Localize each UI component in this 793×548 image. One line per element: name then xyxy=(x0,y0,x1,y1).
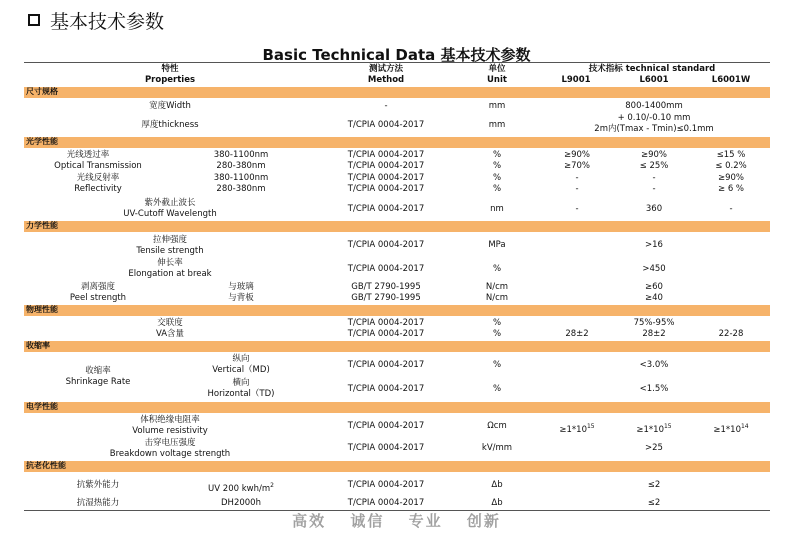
section-electrical xyxy=(24,402,770,413)
value-base: ≥1*10 xyxy=(713,424,741,435)
col-prop-en: Properties xyxy=(144,75,196,85)
row-transmit-l6001w-2: ≤ 0.2% xyxy=(715,161,747,171)
row-peel-sub2: 与背板 xyxy=(228,293,254,303)
row-volres-name-en: Volume resistivity xyxy=(132,426,208,436)
section-label: 尺寸规格 xyxy=(26,87,58,96)
row-uvage-name: 抗紫外能力 xyxy=(76,480,120,490)
row-transmit-l6001w-1: ≤15 % xyxy=(716,150,746,160)
row-transmit-name-en: Optical Transmission xyxy=(54,161,142,171)
row-reflect-name-cn: 光线反射率 xyxy=(76,173,120,183)
section-label: 收缩率 xyxy=(26,341,50,350)
row-breakdown-value: >25 xyxy=(645,443,663,453)
row-shrink-td-cn: 横向 xyxy=(232,378,250,388)
row-shrink-td-en: Horizontal（TD) xyxy=(207,389,275,399)
section-aging xyxy=(24,461,770,472)
row-transmit-l6001-1: ≥90% xyxy=(640,150,668,160)
row-peel-name-cn: 剥离强度 xyxy=(80,282,116,292)
row-peel-method2: GB/T 2790-1995 xyxy=(351,293,421,303)
row-width-name: 宽度Width xyxy=(149,101,191,111)
section-optical xyxy=(24,137,770,148)
row-tensile-name-cn: 拉伸强度 xyxy=(152,235,188,245)
row-thickness-method: T/CPIA 0004-2017 xyxy=(347,120,425,130)
col-model-l6001w: L6001W xyxy=(711,75,751,85)
row-transmit-range2: 280-380nm xyxy=(216,161,266,171)
row-elong-value: >450 xyxy=(642,264,666,274)
row-transmit-unit1: % xyxy=(492,150,502,160)
row-shrink-method1: T/CPIA 0004-2017 xyxy=(347,360,425,370)
row-tensile-name-en: Tensile strength xyxy=(136,246,204,256)
col-standard: 技术指标 technical standard xyxy=(588,64,716,74)
col-unit-cn: 单位 xyxy=(488,64,506,74)
row-thickness-value1: + 0.10/-0.10 mm xyxy=(617,113,691,123)
row-shrink-unit2: % xyxy=(492,384,502,394)
row-volres-unit: Ωcm xyxy=(487,421,507,431)
section-mechanical xyxy=(24,221,770,232)
section-physical xyxy=(24,305,770,316)
row-tensile-unit: MPa xyxy=(488,240,506,250)
row-volres-l9001 xyxy=(559,421,594,436)
row-tensile-value: >16 xyxy=(645,240,663,250)
section-label: 光学性能 xyxy=(26,137,58,146)
row-elong-method: T/CPIA 0004-2017 xyxy=(347,264,425,274)
footer-slogan: 高效 诚信 专业 创新 xyxy=(292,512,501,530)
row-transmit-unit2: % xyxy=(492,161,502,171)
section-label: 物理性能 xyxy=(26,305,58,314)
row-dh-cond: DH2000h xyxy=(221,498,261,508)
row-shrink-method2: T/CPIA 0004-2017 xyxy=(347,384,425,394)
section-label: 抗老化性能 xyxy=(26,461,66,470)
row-thickness-unit: mm xyxy=(488,120,506,130)
section-label: 力学性能 xyxy=(26,221,58,230)
value-base: ≥1*10 xyxy=(559,424,587,435)
col-method-cn: 测试方法 xyxy=(368,64,404,74)
row-elong-name-en: Elongation at break xyxy=(128,269,212,279)
value-exponent: 15 xyxy=(663,423,672,430)
row-volres-method: T/CPIA 0004-2017 xyxy=(347,421,425,431)
row-reflect-method2: T/CPIA 0004-2017 xyxy=(347,184,425,194)
row-shrink-name-en: Shrinkage Rate xyxy=(65,377,131,387)
row-reflect-range2: 280-380nm xyxy=(216,184,266,194)
row-crosslink-unit: % xyxy=(492,318,502,328)
row-uvage-value: ≤2 xyxy=(647,480,661,490)
row-volres-l6001 xyxy=(636,421,671,436)
row-breakdown-unit: kV/mm xyxy=(481,443,513,453)
row-volres-name-cn: 体积绝缘电阻率 xyxy=(140,415,200,425)
row-crosslink-name: 交联度 xyxy=(157,318,183,328)
col-unit-en: Unit xyxy=(487,75,507,85)
row-dh-name: 抗湿热能力 xyxy=(76,498,120,508)
row-uvage-unit: Δb xyxy=(491,480,503,490)
row-reflect-l9001-1: - xyxy=(575,173,579,183)
row-uvage-method: T/CPIA 0004-2017 xyxy=(347,480,425,490)
col-model-l9001: L9001 xyxy=(561,75,591,85)
row-peel-unit1: N/cm xyxy=(485,282,509,292)
row-reflect-name-en: Reflectivity xyxy=(74,184,122,194)
page-header-title: 基本技术参数 xyxy=(50,11,165,33)
row-volres-l6001w xyxy=(713,421,748,436)
row-dh-value: ≤2 xyxy=(647,498,661,508)
row-reflect-method1: T/CPIA 0004-2017 xyxy=(347,173,425,183)
row-tensile-method: T/CPIA 0004-2017 xyxy=(347,240,425,250)
row-uv-unit: nm xyxy=(490,204,504,214)
row-peel-unit2: N/cm xyxy=(485,293,509,303)
row-transmit-range1: 380-1100nm xyxy=(213,150,269,160)
row-breakdown-method: T/CPIA 0004-2017 xyxy=(347,443,425,453)
row-transmit-method1: T/CPIA 0004-2017 xyxy=(347,150,425,160)
row-width-unit: mm xyxy=(488,101,506,111)
row-uv-name-cn: 紫外截止波长 xyxy=(144,198,196,208)
row-reflect-l6001-1: - xyxy=(652,173,656,183)
header-square-icon xyxy=(28,14,40,26)
row-reflect-l6001w-1: ≥90% xyxy=(717,173,745,183)
value-exponent: 14 xyxy=(740,423,749,430)
row-reflect-unit2: % xyxy=(492,184,502,194)
row-shrink-value1: <3.0% xyxy=(639,360,669,370)
row-va-unit: % xyxy=(492,329,502,339)
table-title: Basic Technical Data 基本技术参数 xyxy=(262,46,531,64)
row-transmit-method2: T/CPIA 0004-2017 xyxy=(347,161,425,171)
row-shrink-name-cn: 收缩率 xyxy=(85,366,111,376)
row-peel-value1: ≥60 xyxy=(645,282,663,292)
row-shrink-md-en: Vertical（MD) xyxy=(212,365,270,375)
row-uv-l6001w: - xyxy=(729,204,733,214)
table-top-rule xyxy=(24,62,770,63)
row-va-method: T/CPIA 0004-2017 xyxy=(347,329,425,339)
row-breakdown-name-en: Breakdown voltage strength xyxy=(109,449,231,459)
section-shrinkage xyxy=(24,341,770,352)
col-method-en: Method xyxy=(367,75,405,85)
section-label: 电学性能 xyxy=(26,402,58,411)
row-peel-sub1: 与玻璃 xyxy=(228,282,254,292)
row-transmit-l9001-1: ≥90% xyxy=(563,150,591,160)
row-reflect-range1: 380-1100nm xyxy=(213,173,269,183)
row-uv-name-en: UV-Cutoff Wavelength xyxy=(123,209,217,219)
row-reflect-l6001-2: - xyxy=(652,184,656,194)
row-crosslink-method: T/CPIA 0004-2017 xyxy=(347,318,425,328)
row-transmit-name-cn: 光线透过率 xyxy=(66,150,110,160)
section-size xyxy=(24,87,770,98)
row-crosslink-value: 75%-95% xyxy=(633,318,675,328)
row-peel-method1: GB/T 2790-1995 xyxy=(351,282,421,292)
row-uvage-cond xyxy=(208,480,274,495)
row-thickness-value2: 2m内(Tmax - Tmin)≤0.1mm xyxy=(594,124,714,134)
row-uv-l9001: - xyxy=(575,204,579,214)
row-shrink-value2: <1.5% xyxy=(639,384,669,394)
row-shrink-unit1: % xyxy=(492,360,502,370)
value-exponent: 15 xyxy=(586,423,595,430)
row-elong-name-cn: 伸长率 xyxy=(157,258,183,268)
row-transmit-l9001-2: ≥70% xyxy=(563,161,591,171)
row-dh-unit: Δb xyxy=(491,498,503,508)
row-dh-method: T/CPIA 0004-2017 xyxy=(347,498,425,508)
cond-exponent: 2 xyxy=(270,482,274,489)
row-va-l6001: 28±2 xyxy=(642,329,666,339)
row-uv-method: T/CPIA 0004-2017 xyxy=(347,204,425,214)
row-transmit-l6001-2: ≤ 25% xyxy=(639,161,669,171)
row-va-l6001w: 22-28 xyxy=(718,329,744,339)
row-peel-name-en: Peel strength xyxy=(69,293,127,303)
row-reflect-l9001-2: - xyxy=(575,184,579,194)
row-uv-l6001: 360 xyxy=(645,204,663,214)
row-thickness-name: 厚度thickness xyxy=(141,120,199,130)
value-base: ≥1*10 xyxy=(636,424,664,435)
row-reflect-unit1: % xyxy=(492,173,502,183)
row-shrink-md-cn: 纵向 xyxy=(232,354,250,364)
row-va-l9001: 28±2 xyxy=(565,329,589,339)
cond-text: UV 200 kwh/m xyxy=(208,483,271,494)
col-prop-cn: 特性 xyxy=(161,64,179,74)
row-reflect-l6001w-2: ≥ 6 % xyxy=(717,184,745,194)
row-va-name: VA含量 xyxy=(155,329,185,339)
row-elong-unit: % xyxy=(492,264,502,274)
row-width-method: - xyxy=(384,101,388,111)
row-width-value: 800-1400mm xyxy=(625,101,683,111)
row-peel-value2: ≥40 xyxy=(645,293,663,303)
col-model-l6001: L6001 xyxy=(639,75,669,85)
row-breakdown-name-cn: 击穿电压强度 xyxy=(144,438,196,448)
